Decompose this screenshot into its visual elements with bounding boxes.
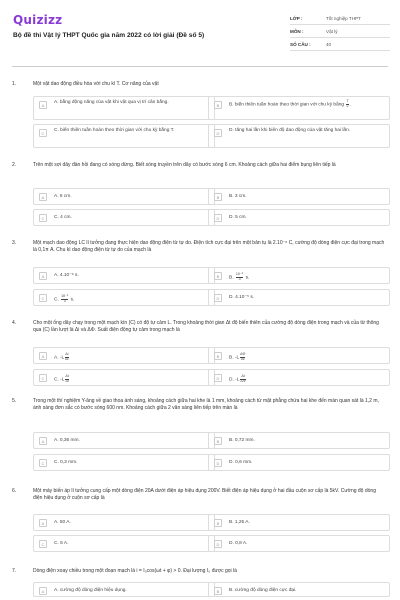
- question-stem: Trong một thí nghiệm Y-âng về giao thoa ánh sáng, khoảng cách giữa hai khe là 1 mm, khoảng cách từ mặt phẳng chứa hai khe đến màn quan sát là 1,2 m, ánh sáng đơn sắc có bước sóng 600 nm. Khoảng cách giữa 2 vân sáng liên tiếp trên màn là: [33, 398, 379, 411]
- option-letter: B: [214, 352, 222, 360]
- question-number: 5.: [12, 398, 17, 404]
- question-number: 1.: [12, 81, 17, 87]
- fraction-denominator: 2: [346, 103, 349, 108]
- meta-value: 40: [326, 41, 332, 47]
- option-a[interactable]: [33, 267, 215, 284]
- option-text: C. biến thiên tuần hoàn theo thời gian với chu kỳ bằng T.: [54, 128, 175, 133]
- option-d[interactable]: [208, 124, 390, 148]
- option-text-wrap: B. biến thiên tuần hoàn theo thời gian với chu kỳ bằng $\frac{T}{2}$ .: [229, 99, 351, 108]
- option-c[interactable]: [33, 535, 215, 552]
- fraction: [61, 295, 68, 304]
- option-letter: D: [214, 294, 222, 302]
- option-letter: A: [39, 272, 47, 280]
- option-suffix: s.: [245, 275, 250, 281]
- fraction: [65, 375, 68, 384]
- option-text-wrap: [229, 375, 385, 384]
- option-b[interactable]: [208, 347, 390, 364]
- option-letter: D: [214, 459, 222, 467]
- fraction: [346, 100, 348, 109]
- meta-row-subject: [290, 25, 390, 38]
- option-b[interactable]: [208, 267, 390, 284]
- option-text: D. 0,8 A.: [229, 541, 248, 546]
- option-b[interactable]: [208, 96, 390, 120]
- option-d[interactable]: [208, 454, 390, 471]
- option-text: B. 1,25 A.: [229, 520, 250, 525]
- option-c[interactable]: [33, 209, 215, 226]
- fraction-denominator: Δt: [65, 356, 69, 361]
- option-d[interactable]: [208, 535, 390, 552]
- option-d[interactable]: [208, 369, 390, 386]
- page-title: Bộ đề thi Vật lý THPT Quốc gia năm 2022 có lời giải (Đề số 5): [13, 32, 205, 39]
- fraction-numerator: T: [346, 99, 349, 103]
- question-number: 6.: [12, 488, 17, 494]
- option-letter: C: [39, 294, 47, 302]
- option-text: C. 4 cm.: [54, 215, 72, 220]
- option-letter: D: [214, 540, 222, 548]
- option-text-wrap: [54, 295, 210, 304]
- option-c[interactable]: [33, 124, 215, 148]
- option-letter: A: [39, 352, 47, 360]
- option-text: A. 6 cm.: [54, 194, 72, 199]
- meta-key: MÔN :: [290, 28, 304, 34]
- option-b[interactable]: [208, 432, 390, 449]
- fraction: [240, 375, 245, 384]
- header: [0, 0, 400, 64]
- option-text: D. 0,6 mm.: [229, 460, 253, 465]
- option-letter: B: [214, 272, 222, 280]
- fraction: [240, 353, 245, 362]
- question-stem: Dòng điện xoay chiều trong một đoạn mạch là i = I₀cos(ωt + φ) > 0. Đại lượng I₀ được gọi là: [33, 568, 237, 574]
- option-c[interactable]: [33, 289, 215, 306]
- option-letter: B: [214, 587, 222, 595]
- fraction-denominator: Δi: [65, 378, 69, 383]
- option-text: B. 0,72 mm.: [229, 438, 255, 443]
- fraction-denominator: 3: [236, 277, 243, 282]
- fraction-numerator: 10⁻³: [61, 294, 69, 298]
- option-text: A. 0,36 mm.: [54, 438, 80, 443]
- question-number: 4.: [12, 320, 17, 326]
- option-text-wrap: [54, 353, 210, 362]
- option-text-wrap: [229, 273, 385, 282]
- option-text-wrap: [54, 375, 210, 384]
- option-letter: B: [214, 193, 222, 201]
- option-text: A. 4.10⁻⁶ s.: [54, 273, 79, 278]
- option-letter: C: [39, 214, 47, 222]
- option-text: D. tăng hai lần khi biên độ dao động của vật tăng hai lần.: [229, 128, 351, 133]
- option-letter: A: [39, 437, 47, 445]
- option-text: B. 3 cm.: [229, 194, 247, 199]
- option-b[interactable]: [208, 188, 390, 205]
- option-a[interactable]: [33, 582, 215, 597]
- fraction: [236, 273, 243, 282]
- meta-table: [290, 12, 390, 51]
- option-b[interactable]: [208, 514, 390, 531]
- option-letter: A: [39, 101, 47, 109]
- fraction-numerator: Δt: [241, 374, 245, 378]
- option-text: A. 50 A.: [54, 520, 71, 525]
- question-stem: Một máy biến áp lí tưởng cung cấp một dòng điện 20A dưới điện áp hiệu dụng 200V. Biết điện áp hiệu dụng ở hai đầu cuộn sơ cấp là 5kV. Cường độ dòng điện hiệu dụng ở cuộn sơ cấp là: [33, 488, 376, 501]
- option-text: C. 5 A.: [54, 541, 69, 546]
- option-letter: C: [39, 374, 47, 382]
- meta-row-count: [290, 38, 390, 51]
- option-letter: A: [39, 193, 47, 201]
- question-stem: Trên một sợi dây đàn hồi đang có sóng dừng. Biết sóng truyền trên dây có bước sóng 6 cm. Khoảng cách giữa hai điểm bụng liên tiếp là: [33, 162, 336, 168]
- fraction-numerator: 10⁻⁶: [235, 272, 244, 276]
- option-d[interactable]: [208, 209, 390, 226]
- option-text: A. bằng động năng của vật khi vật qua vị trí cân bằng.: [54, 100, 169, 105]
- meta-row-class: [290, 12, 390, 25]
- option-letter: B: [214, 437, 222, 445]
- meta-value: Vật lý: [326, 28, 338, 34]
- quizizz-logo: Quizizz: [13, 13, 63, 27]
- fraction-denominator: Δt: [241, 356, 245, 361]
- option-a[interactable]: [33, 514, 215, 531]
- fraction-denominator: ΔΦ: [240, 378, 246, 383]
- option-letter: B: [214, 101, 222, 109]
- option-text: B. -L: [229, 355, 240, 361]
- meta-key: SỐ CÂU :: [290, 41, 311, 47]
- option-a[interactable]: [33, 432, 215, 449]
- question-number: 2.: [12, 162, 17, 168]
- option-a[interactable]: [33, 96, 215, 120]
- fraction: [65, 353, 68, 362]
- option-suffix: s.: [70, 297, 75, 303]
- option-letter: A: [39, 587, 47, 595]
- option-letter: C: [39, 459, 47, 467]
- option-letter: D: [214, 214, 222, 222]
- option-b[interactable]: [208, 582, 390, 597]
- question-number: 3.: [12, 240, 17, 246]
- fraction-denominator: 3: [61, 299, 68, 304]
- option-text: C.: [54, 297, 59, 303]
- option-text: D. -L: [229, 377, 240, 383]
- fraction-numerator: Δi: [65, 352, 69, 356]
- option-text: B. cường độ dòng điện cực đại.: [229, 588, 297, 593]
- option-letter: C: [39, 540, 47, 548]
- option-text: C. 0,3 mm.: [54, 460, 78, 465]
- question-number: 7.: [12, 568, 17, 574]
- option-text-wrap: [229, 353, 385, 362]
- option-text: D. 4.10⁻⁵ s.: [229, 295, 255, 300]
- option-text: D. 5 cm.: [229, 215, 247, 220]
- header-divider: [12, 66, 388, 67]
- meta-value: Tốt nghiệp THPT: [326, 15, 361, 21]
- option-letter: B: [214, 519, 222, 527]
- option-c[interactable]: [33, 454, 215, 471]
- option-c[interactable]: [33, 369, 215, 386]
- question-stem: Cho một ống dây chạy trong một mạch kín (C) có độ tự cảm L. Trong khoảng thời gian Δt độ biến thiên của cường độ dòng điện trong mạch và của từ thông qua (C) lần lượt là Δi và ΔΦ. Suất điện động tự cảm trong mạch là: [33, 320, 379, 333]
- fraction-numerator: ΔΦ: [240, 352, 246, 356]
- option-letter: A: [39, 519, 47, 527]
- option-text: B. biến thiên tuần hoàn theo thời gian với chu kỳ bằng: [229, 102, 345, 108]
- option-a[interactable]: [33, 347, 215, 364]
- option-text: C. -L: [54, 377, 65, 383]
- question-stem: Một mạch dao động LC lí tưởng đang thực hiện dao động điện từ tự do. Điện tích cực đại trên một bản tụ là 2.10⁻⁶ C, cường độ dòng điện cực đại trong mạch là 0,1π A. Chu kì dao động điện từ tự do của mạch là: [33, 240, 385, 253]
- option-text: A. cường độ dòng điện hiệu dụng.: [54, 588, 127, 593]
- option-text: A. -L: [54, 355, 65, 361]
- option-letter: D: [214, 374, 222, 382]
- question-stem: Một vật dao động điều hòa với chu kì T. Cơ năng của vật: [33, 81, 159, 87]
- option-text: B.: [229, 275, 234, 281]
- option-a[interactable]: [33, 188, 215, 205]
- option-d[interactable]: [208, 289, 390, 306]
- option-letter: D: [214, 129, 222, 137]
- fraction-numerator: Δt: [65, 374, 69, 378]
- option-letter: C: [39, 129, 47, 137]
- meta-key: LỚP :: [290, 15, 303, 21]
